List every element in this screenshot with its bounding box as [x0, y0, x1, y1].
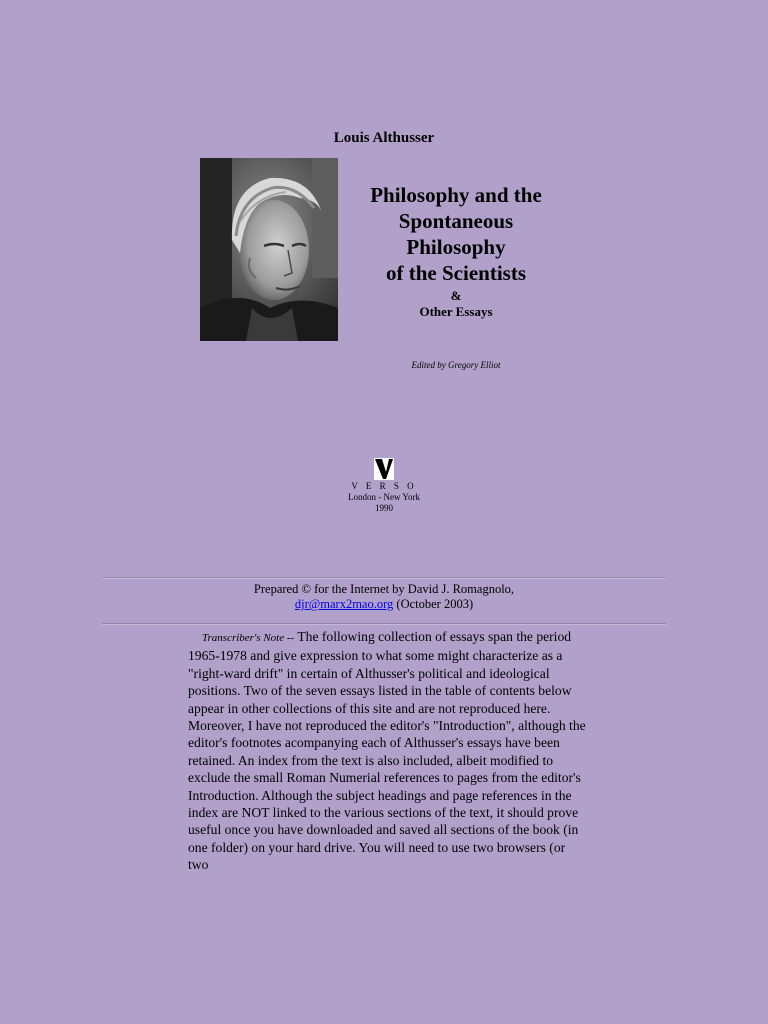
internet-credits	[0, 582, 768, 612]
transcriber-note	[188, 628, 588, 874]
title-ampersand: &	[450, 288, 462, 303]
publisher-name: V E R S O	[351, 481, 417, 491]
verso-v-logo	[374, 458, 394, 480]
divider-top	[102, 577, 666, 579]
book-title-line: Philosophy	[406, 235, 506, 259]
book-subtitle: Other Essays	[419, 304, 493, 319]
prepared-date: (October 2003)	[393, 597, 474, 611]
publisher-block	[284, 458, 484, 514]
book-title-line: Philosophy and the	[370, 183, 542, 207]
book-title-block	[352, 182, 560, 321]
prepared-by-text: Prepared © for the Internet by David J. Romagnolo,	[253, 582, 515, 596]
transcriber-note-label: Transcriber's Note --	[202, 632, 295, 644]
author-portrait-photo	[200, 158, 338, 341]
divider-bottom	[102, 623, 666, 625]
editor-credit: Edited by Gregory Elliot	[411, 360, 501, 370]
publisher-place: London - New York	[348, 492, 420, 502]
publication-year: 1990	[375, 503, 393, 513]
book-title-line: Spontaneous	[398, 209, 514, 233]
email-link[interactable]: djr@marx2mao.org	[294, 597, 394, 611]
transcriber-note-body: The following collection of essays span the period 1965-1978 and give expression to what some might characterize as a "right-ward drift" in certain of Althusser's political and ideological positions. Two of the seven essays listed in the table of contents below appear in other collections of this site and are not reproduced here. Moreover, I have not reproduced the editor's "Introduction", although the editor's footnotes acompanying each of Althusser's essays have been retained. An index from the text is also included, albeit modified to exclude the small Roman Numerial references to pages from the editor's Introduction. Although the subject headings and page references in the index are NOT linked to the various sections of the text, it should prove useful once you have downloaded and saved all sections of the book (in one folder) on your hard drive. You will need to use two browsers (or two	[188, 629, 586, 873]
author-name: Louis Althusser	[333, 130, 435, 146]
book-title-line: of the Scientists	[386, 261, 526, 285]
